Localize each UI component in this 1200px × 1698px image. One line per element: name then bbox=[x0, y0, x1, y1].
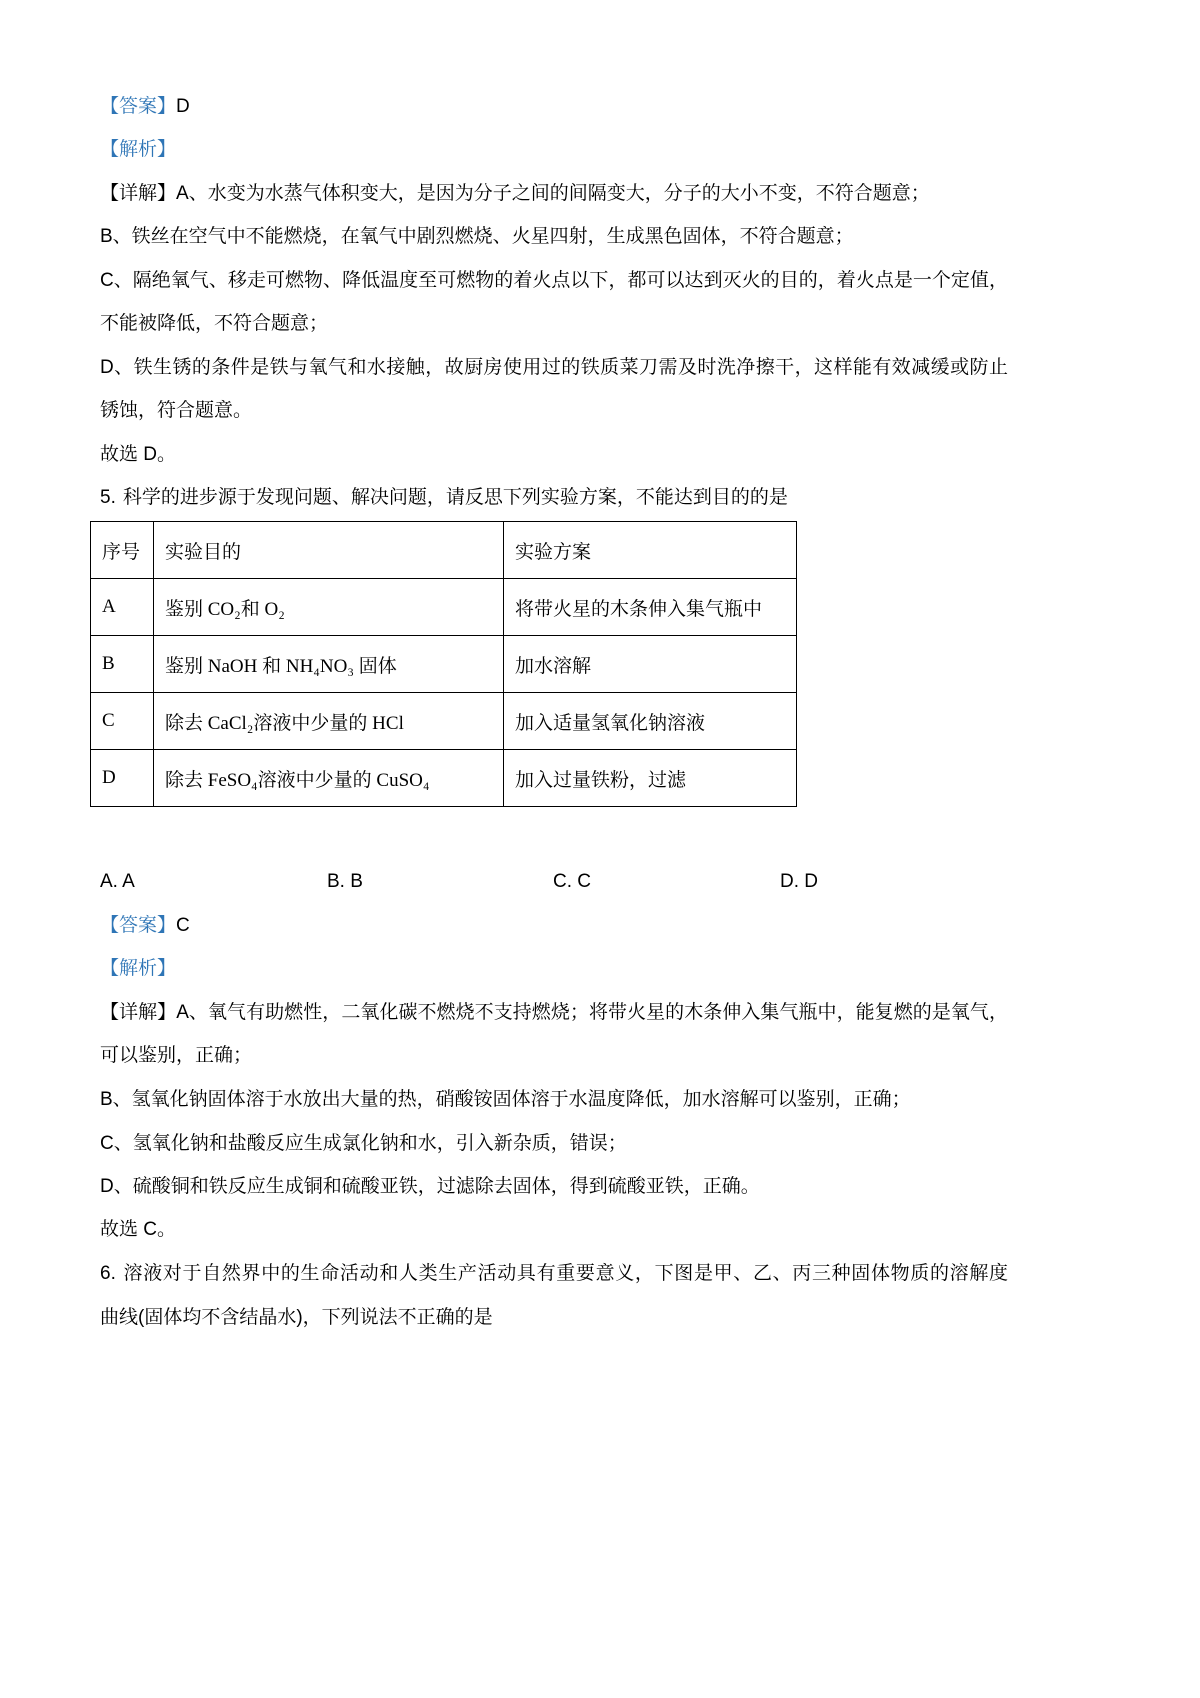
q5-detail-line bbox=[100, 1000, 1008, 1026]
q4-detail-line: 锈蚀，符合题意。 bbox=[100, 400, 253, 421]
q5-answer-line bbox=[100, 913, 190, 939]
answer-label: 【答案】 bbox=[100, 915, 177, 936]
option-c: C. C bbox=[553, 871, 591, 892]
table-cell: A bbox=[91, 579, 154, 636]
question-text: 科学的进步源于发现问题、解决问题，请反思下列实验方案，不能达到目的的是 bbox=[122, 487, 788, 508]
table-cell: 加入过量铁粉，过滤 bbox=[504, 750, 797, 807]
q4-detail-line bbox=[100, 181, 930, 207]
header-cell: 实验目的 bbox=[154, 522, 504, 579]
q5-detail-line: D、硫酸铜和铁反应生成铜和硫酸亚铁，过滤除去固体，得到硫酸亚铁，正确。 bbox=[100, 1176, 760, 1197]
table-cell: C bbox=[91, 693, 154, 750]
q4-answer-line bbox=[100, 94, 190, 120]
table-row bbox=[91, 636, 797, 693]
question-number: 5. bbox=[100, 487, 116, 508]
header-cell: 实验方案 bbox=[504, 522, 797, 579]
table-cell: D bbox=[91, 750, 154, 807]
detail-label: 【详解】 bbox=[100, 1002, 177, 1023]
answer-value: C bbox=[176, 915, 190, 936]
table-cell: 鉴别 CO₂和 O₂ bbox=[154, 579, 504, 636]
q4-detail-line: 不能被降低，不符合题意； bbox=[100, 313, 329, 334]
option-a: A. A bbox=[100, 871, 135, 892]
table-cell: 将带火星的木条伸入集气瓶中 bbox=[504, 579, 797, 636]
option-b: B. B bbox=[327, 871, 363, 892]
q5-stem bbox=[100, 485, 788, 511]
detail-label: 【详解】 bbox=[100, 183, 177, 204]
experiment-table bbox=[90, 521, 797, 807]
q4-detail-line: B、铁丝在空气中不能燃烧，在氧气中剧烈燃烧、火星四射，生成黑色固体，不符合题意； bbox=[100, 226, 854, 247]
table-cell: 除去 CaCl₂溶液中少量的 HCl bbox=[154, 693, 504, 750]
q4-analysis-label: 【解析】 bbox=[100, 139, 177, 160]
table-row bbox=[91, 579, 797, 636]
header-cell: 序号 bbox=[91, 522, 154, 579]
table-cell: 除去 FeSO₄溶液中少量的 CuSO₄ bbox=[154, 750, 504, 807]
option-d: D. D bbox=[780, 871, 818, 892]
answer-value: D bbox=[176, 96, 190, 117]
table-cell: 加水溶解 bbox=[504, 636, 797, 693]
detail-text: A、氧气有助燃性，二氧化碳不燃烧不支持燃烧；将带火星的木条伸入集气瓶中，能复燃的是氧气， bbox=[176, 1002, 1008, 1023]
q5-detail-line: 可以鉴别，正确； bbox=[100, 1045, 253, 1066]
q6-stem bbox=[100, 1261, 1008, 1287]
table-header-row bbox=[91, 522, 797, 579]
q5-detail-line: C、氢氧化钠和盐酸反应生成氯化钠和水，引入新杂质，错误； bbox=[100, 1133, 627, 1154]
q5-analysis-label: 【解析】 bbox=[100, 958, 177, 979]
detail-text: A、水变为水蒸气体积变大，是因为分子之间的间隔变大，分子的大小不变，不符合题意； bbox=[176, 183, 930, 204]
q5-conclusion: 故选 C。 bbox=[100, 1219, 177, 1240]
q6-stem-continued: 曲线(固体均不含结晶水)，下列说法不正确的是 bbox=[100, 1307, 493, 1328]
q5-detail-line: B、氢氧化钠固体溶于水放出大量的热，硝酸铵固体溶于水温度降低，加水溶解可以鉴别，正确； bbox=[100, 1089, 911, 1110]
q4-conclusion: 故选 D。 bbox=[100, 444, 177, 465]
q4-detail-line: D、铁生锈的条件是铁与氧气和水接触，故厨房使用过的铁质菜刀需及时洗净擦干，这样能有效减缓或防止 bbox=[100, 357, 1008, 378]
table-cell: 加入适量氢氧化钠溶液 bbox=[504, 693, 797, 750]
question-number: 6. bbox=[100, 1263, 116, 1284]
question-text: 溶液对于自然界中的生命活动和人类生产活动具有重要意义，下图是甲、乙、丙三种固体物质的溶解度 bbox=[122, 1263, 1008, 1284]
answer-label: 【答案】 bbox=[100, 96, 177, 117]
table-cell: 鉴别 NaOH 和 NH₄NO₃ 固体 bbox=[154, 636, 504, 693]
q4-detail-line: C、隔绝氧气、移走可燃物、降低温度至可燃物的着火点以下，都可以达到灭火的目的，着火点是一个定值， bbox=[100, 270, 1008, 291]
table-cell: B bbox=[91, 636, 154, 693]
table-row bbox=[91, 750, 797, 807]
table-row bbox=[91, 693, 797, 750]
